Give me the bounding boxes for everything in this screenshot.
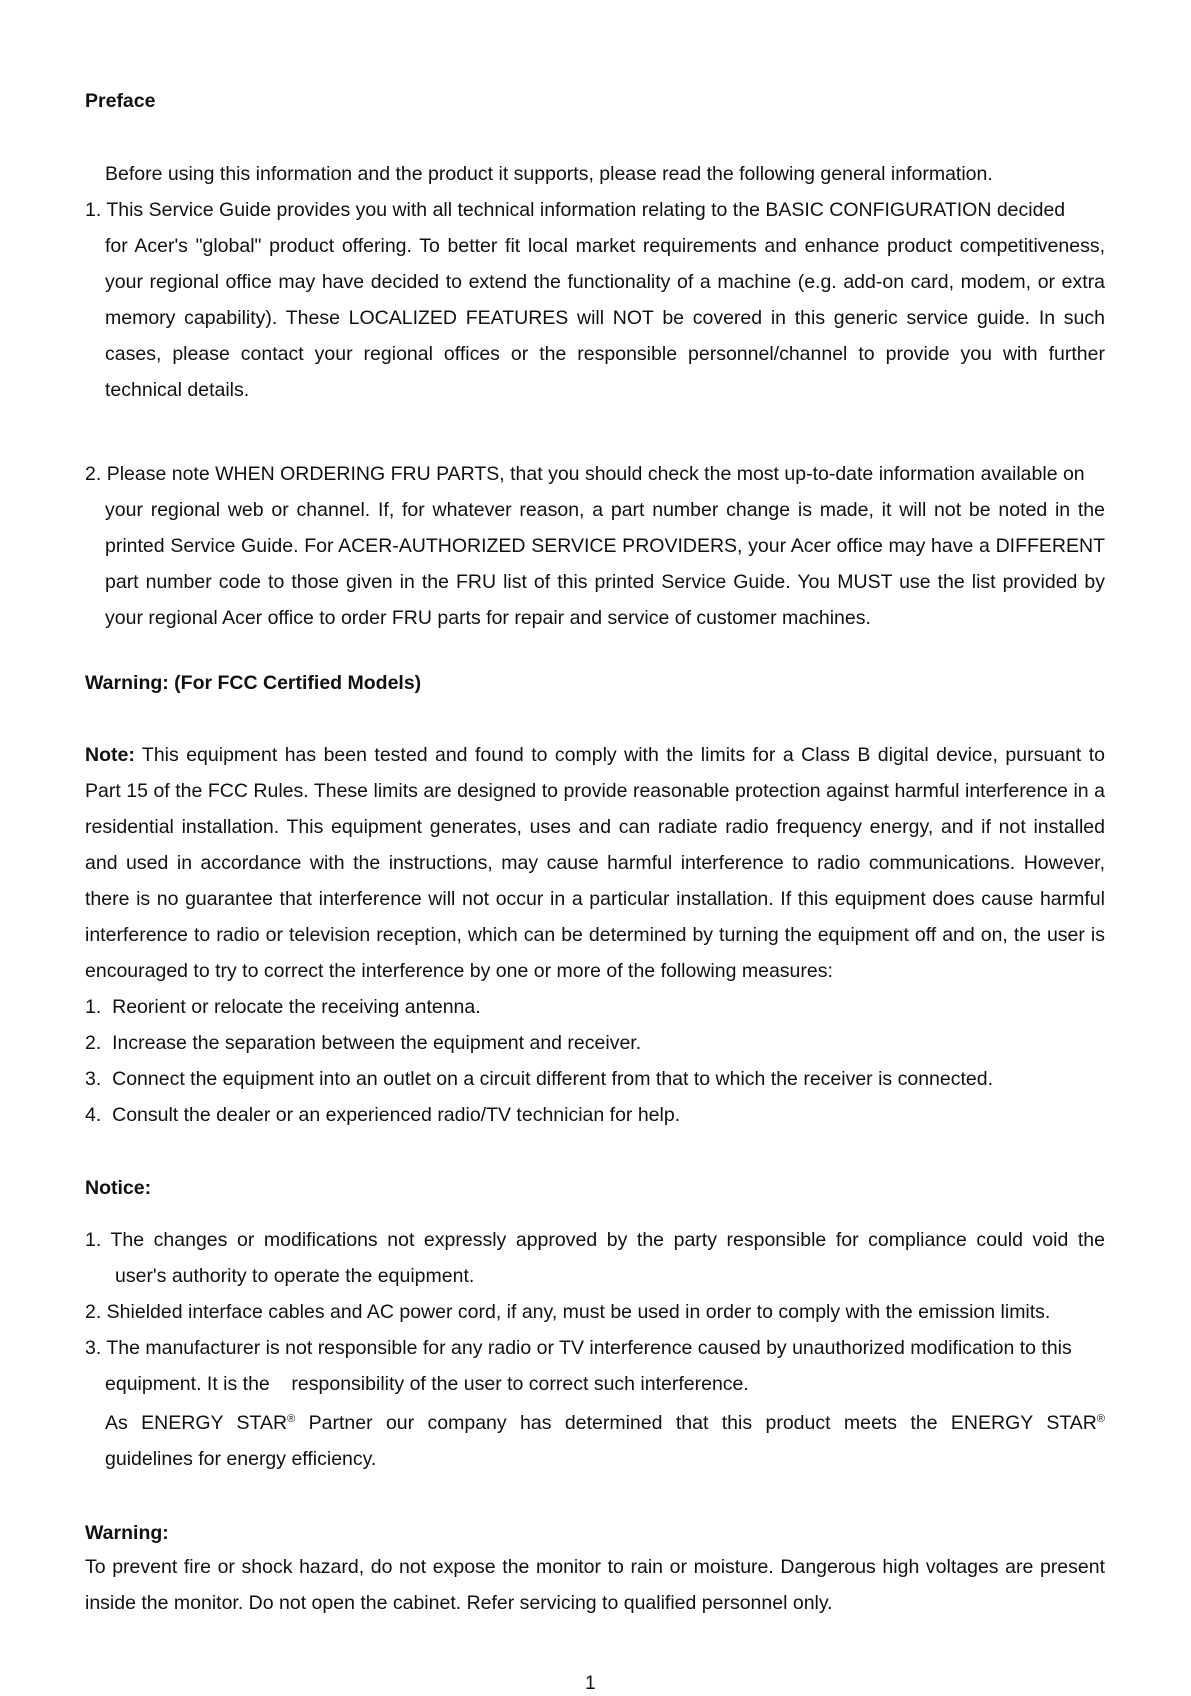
measure-text: Reorient or relocate the receiving antenna. <box>112 996 481 1018</box>
energy-star-text-a: As ENERGY STAR <box>105 1412 288 1434</box>
energy-star-statement <box>105 1405 1105 1441</box>
notice-item-1-line1 <box>85 1222 1105 1258</box>
measure-text: Consult the dealer or an experienced radio/TV technician for help. <box>112 1104 681 1126</box>
warning-heading: Warning: <box>85 1522 169 1544</box>
list-number: 2. <box>85 463 102 485</box>
energy-star-text-b: Partner our company has determined that this product meets the ENERGY STAR <box>295 1412 1097 1434</box>
measure-item <box>85 1097 680 1133</box>
measure-item <box>85 1025 641 1061</box>
preface-intro: Before using this information and the product it supports, please read the following general information. <box>105 163 993 185</box>
fcc-warning-heading: Warning: (For FCC Certified Models) <box>85 672 422 694</box>
notice-item-3-text: The manufacturer is not responsible for any radio or TV interference caused by unauthorized modification to this <box>106 1337 1072 1359</box>
note-label: Note: <box>85 744 135 766</box>
notice-item-1-line2: user's authority to operate the equipment. <box>115 1265 475 1287</box>
energy-star-line2: guidelines for energy efficiency. <box>105 1448 377 1470</box>
notice-item-2: 2. Shielded interface cables and AC power cord, if any, must be used in order to comply with the emission limits. <box>85 1301 1051 1323</box>
preface-item-1-first-line <box>85 192 1065 228</box>
note-text: This equipment has been tested and found to comply with the limits for a Class B digital device, pursuant to Part 15 of the FCC Rules. These limits are designed to provide reasonable protection against harmful interference in a residential installation. This equipment generates, uses and can radiate radio frequency energy, and if not installed and used in accordance with the instructions, may cause harmful interference to radio communications. However, there is no guarantee that interference will not occur in a particular installation. If this equipment does cause harmful interference to radio or television reception, which can be determined by turning the equipment off and on, the user is encouraged to try to correct the interference by one or more of the following measures: <box>85 744 1105 982</box>
notice-heading: Notice: <box>85 1177 152 1199</box>
registered-mark: ® <box>1096 1413 1105 1425</box>
list-number: 1. <box>85 1229 102 1251</box>
preface-item-2-continuation: your regional web or channel. If, for whatever reason, a part number change is made, it will not be noted in the printed Service Guide. For ACER-AUTHORIZED SERVICE PROVIDERS, your Acer office may have a DIFFERENT part number code to those given in the FRU list of this printed Service Guide. You MUST use the list provided by your regional Acer office to order FRU parts for repair and service of customer machines. <box>105 499 1105 629</box>
preface-item-1-line1: This Service Guide provides you with all technical information relating to the BASIC CONFIGURATION decided <box>106 199 1066 221</box>
preface-item-1-continuation: for Acer's "global" product offering. To better fit local market requirements and enhance product competitiveness, your regional office may have decided to extend the functionality of a machine (e.g. add-on card, modem, or extra memory capability). These LOCALIZED FEATURES will NOT be covered in this generic service guide. In such cases, please contact your regional offices or the responsible personnel/channel to provide you with further technical details. <box>105 235 1105 401</box>
notice-item-3-line1 <box>85 1330 1072 1366</box>
fcc-note-paragraph <box>85 737 1105 989</box>
list-number: 2. <box>85 1032 102 1054</box>
notice-item-3-line2: equipment. It is the responsibility of the user to correct such interference. <box>105 1373 749 1395</box>
warning-text: To prevent fire or shock hazard, do not expose the monitor to rain or moisture. Dangerous high voltages are present inside the monitor. Do not open the cabinet. Refer servicing to qualified personnel only. <box>85 1556 1105 1614</box>
measure-text: Connect the equipment into an outlet on a circuit different from that to which the receiver is connected. <box>112 1068 993 1090</box>
measure-text: Increase the separation between the equipment and receiver. <box>112 1032 642 1054</box>
list-number: 1. <box>85 199 102 221</box>
measure-item <box>85 1061 993 1097</box>
preface-heading: Preface <box>85 90 156 112</box>
preface-item-2-line1: Please note WHEN ORDERING FRU PARTS, that you should check the most up-to-date information available on <box>106 463 1085 485</box>
notice-item-1-text: The changes or modifications not expressly approved by the party responsible for compliance could void the <box>110 1229 1105 1251</box>
list-number: 3. <box>85 1068 102 1090</box>
preface-item-2-first-line <box>85 456 1085 492</box>
registered-mark: ® <box>287 1413 296 1425</box>
list-number: 4. <box>85 1104 102 1126</box>
list-number: 3. <box>85 1337 102 1359</box>
page-number: 1 <box>585 1673 596 1694</box>
list-number: 1. <box>85 996 102 1018</box>
measure-item <box>85 989 481 1025</box>
